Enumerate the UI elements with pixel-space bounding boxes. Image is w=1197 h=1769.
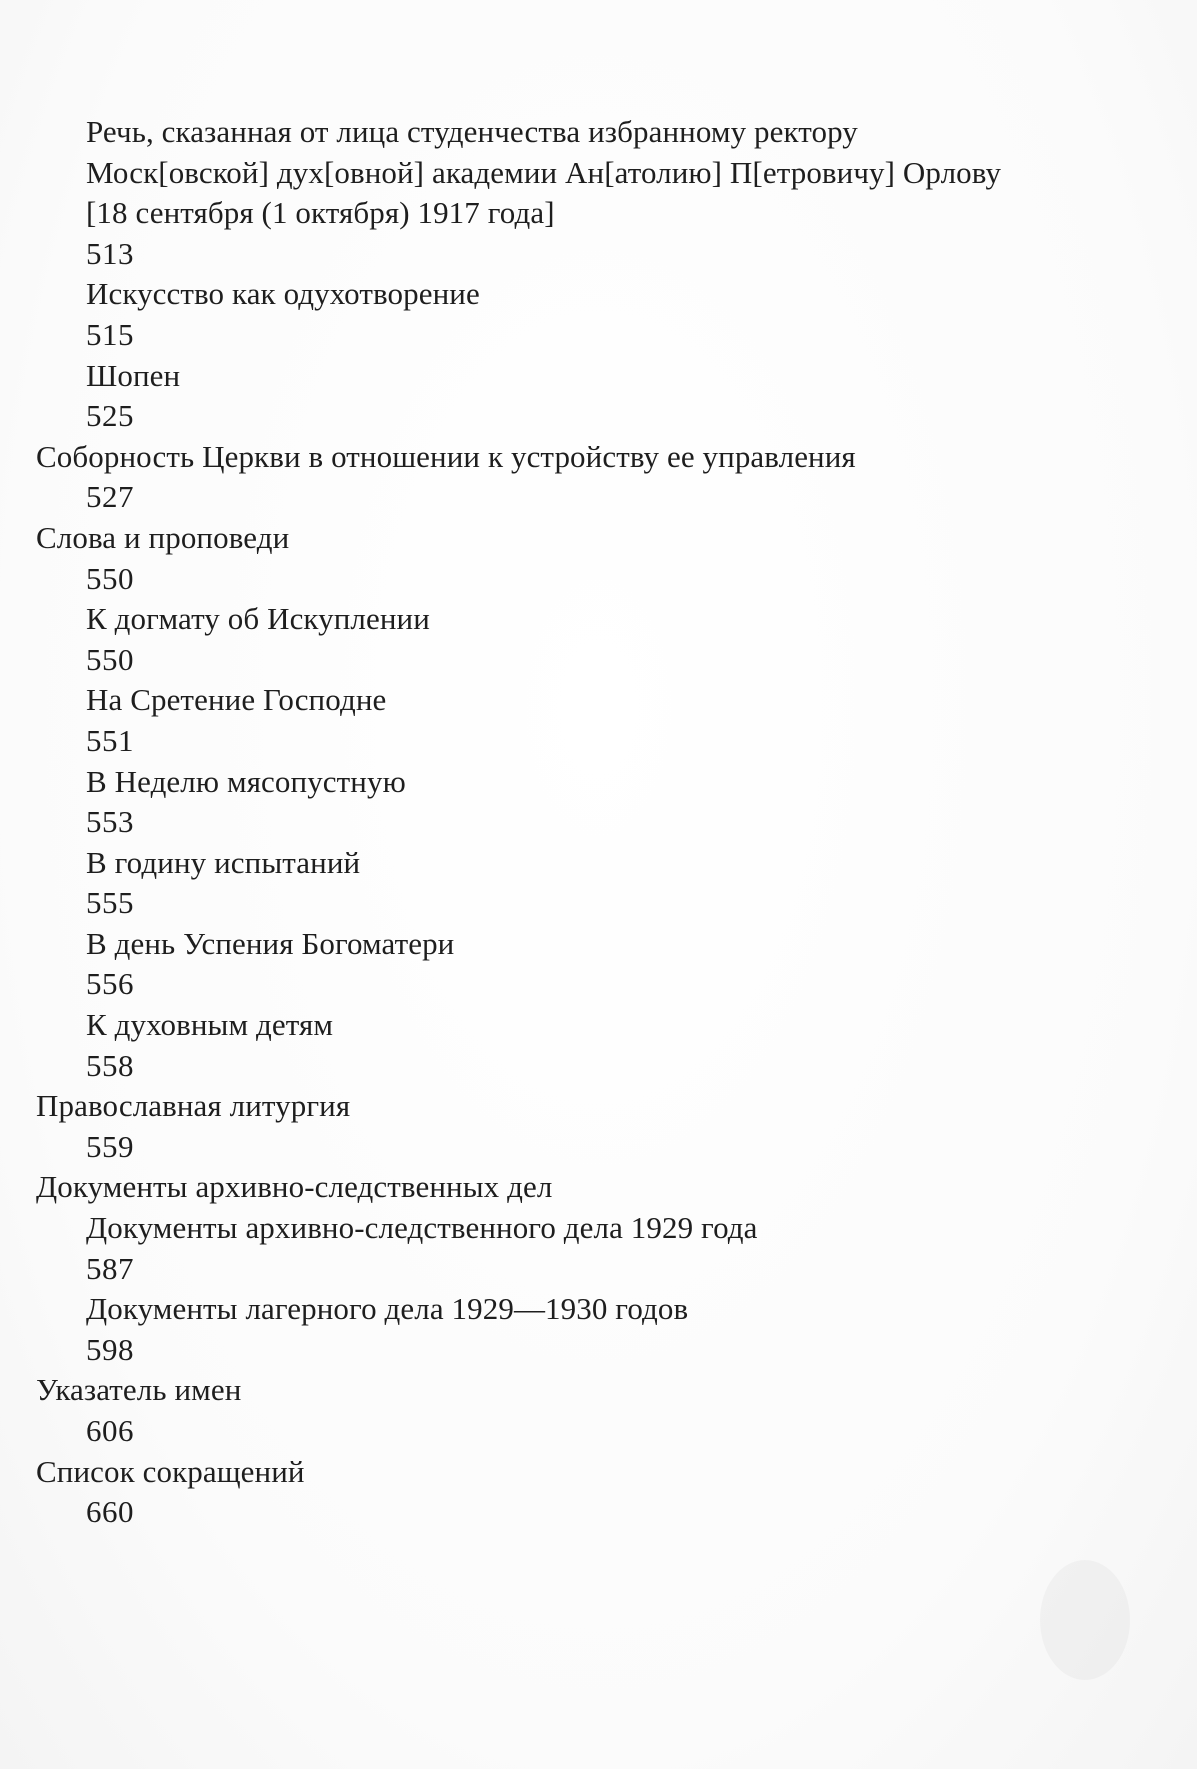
toc-entry-page-number: 550	[86, 641, 134, 677]
toc-entry-page-number: 558	[86, 1047, 134, 1083]
toc-section-title: Православная литургия	[36, 1088, 351, 1124]
toc-entry-page-number: 606	[86, 1413, 134, 1448]
toc-entry-title: Документы лагерного дела 1929—1930 годов	[86, 1291, 689, 1327]
toc-entry-page-number: 527	[86, 479, 134, 515]
toc-entry-title: Документы архивно-следственного дела 1929 года	[86, 1210, 758, 1246]
toc-entry-title: Моск[овской] дух[овной] академии Ан[атолию] П[етровичу] Орлову	[86, 154, 1002, 190]
toc-entry-page-number: 513	[86, 235, 134, 271]
toc-entry-page-number: 525	[86, 398, 134, 434]
toc-section-title: Указатель имен	[36, 1372, 242, 1408]
toc-entry-title: В день Успения Богоматери	[86, 925, 455, 961]
toc-entry-page-number: 551	[86, 722, 134, 758]
toc-entry-title: Искусство как одухотворение	[86, 276, 480, 312]
toc-entry-title: К духовным детям	[86, 1007, 334, 1043]
toc-section-title: Соборность Церкви в отношении к устройству ее управления	[36, 438, 856, 474]
toc-entry-page-number: 515	[86, 316, 134, 352]
toc-entry-page-number: 550	[86, 560, 134, 596]
toc-entry-title: На Сретение Господне	[86, 682, 387, 718]
toc-section-title: Слова и проповеди	[36, 519, 290, 555]
toc-entry-title: [18 сентября (1 октября) 1917 года]	[86, 195, 555, 231]
toc-entry-title: В годину испытаний	[86, 844, 361, 880]
toc-entry-title: Шопен	[86, 357, 181, 393]
toc-section-title: Документы архивно-следственных дел	[36, 1169, 553, 1205]
toc-entry-page-number: 598	[86, 1331, 134, 1367]
toc-entry-title: В Неделю мясопустную	[86, 763, 406, 799]
toc-entry-page-number: 559	[86, 1128, 134, 1164]
toc-entry-page-number: 555	[86, 885, 134, 921]
toc-entry-title: Речь, сказанная от лица студенчества избранному ректору	[86, 114, 858, 149]
paper-smudge	[1040, 1560, 1130, 1680]
toc-entry-page-number: 556	[86, 966, 134, 1002]
toc-section-title: Список сокращений	[36, 1453, 305, 1489]
table-of-contents	[36, 112, 1156, 1533]
toc-entry-page-number: 587	[86, 1250, 134, 1286]
toc-entry-title: К догмату об Искуплении	[86, 601, 430, 637]
toc-entry-page-number: 553	[86, 804, 134, 840]
toc-entry-page-number: 660	[86, 1494, 134, 1530]
